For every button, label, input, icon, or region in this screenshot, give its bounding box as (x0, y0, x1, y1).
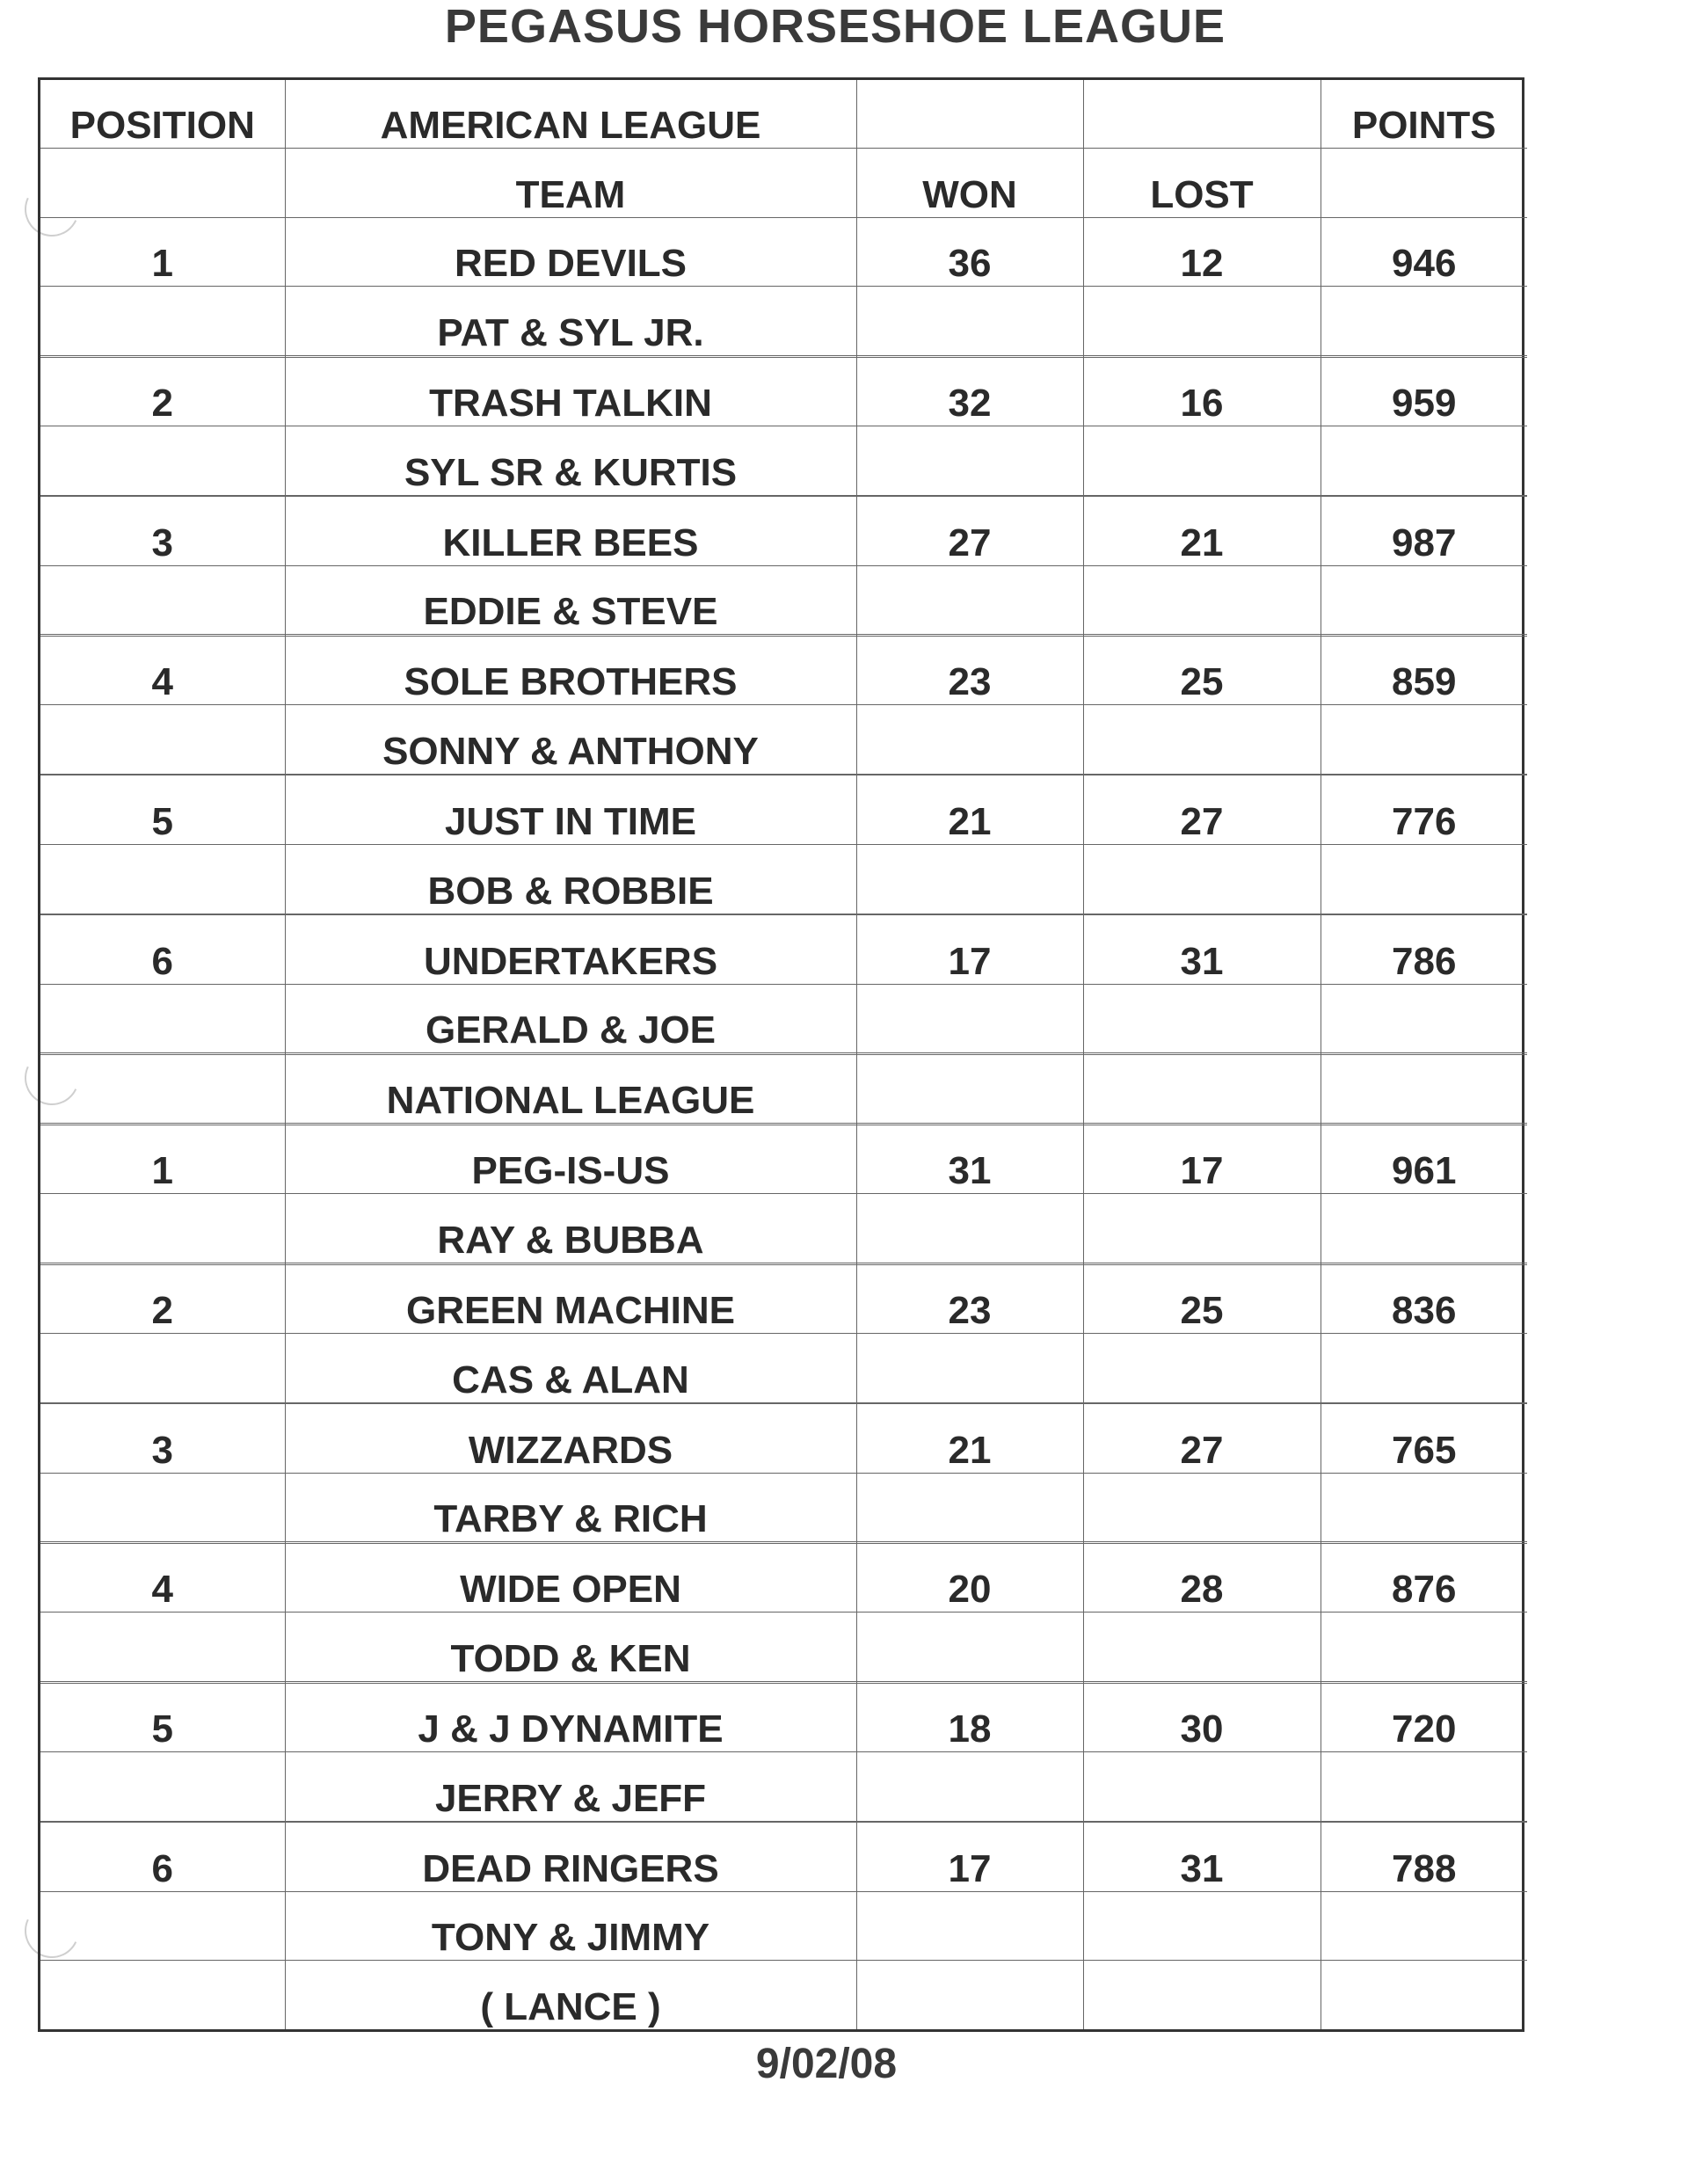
empty-cell (1083, 1891, 1321, 1961)
won-cell: 20 (856, 1543, 1083, 1613)
team-row (40, 1264, 1527, 1334)
empty-cell (1083, 80, 1321, 149)
empty-cell (856, 1334, 1083, 1403)
team-row (40, 217, 1527, 287)
empty-cell (1083, 426, 1321, 496)
players-cell: TODD & KEN (285, 1613, 856, 1682)
points-cell: 961 (1321, 1125, 1527, 1194)
players-row (40, 426, 1527, 496)
empty-cell (1083, 1194, 1321, 1263)
players-row (40, 984, 1527, 1053)
players-cell: SONNY & ANTHONY (285, 705, 856, 775)
won-cell: 36 (856, 217, 1083, 287)
won-header: WON (856, 149, 1083, 218)
empty-cell (1321, 1752, 1527, 1822)
players-row (40, 1473, 1527, 1542)
won-cell: 21 (856, 775, 1083, 845)
players-row (40, 1194, 1527, 1263)
points-cell: 876 (1321, 1543, 1527, 1613)
won-cell: 21 (856, 1404, 1083, 1474)
team-row (40, 497, 1527, 566)
empty-cell (856, 1613, 1083, 1682)
empty-cell (1083, 1334, 1321, 1403)
empty-cell (856, 287, 1083, 356)
team-name-cell: GREEN MACHINE (285, 1264, 856, 1334)
lost-header: LOST (1083, 149, 1321, 218)
empty-cell (856, 1473, 1083, 1542)
extra-player-cell: ( LANCE ) (285, 1961, 856, 2029)
position-cell: 1 (40, 217, 285, 287)
players-row (40, 1752, 1527, 1822)
empty-cell (1321, 1961, 1527, 2029)
empty-cell (856, 80, 1083, 149)
empty-cell (856, 565, 1083, 635)
players-cell: RAY & BUBBA (285, 1194, 856, 1263)
empty-cell (40, 149, 285, 218)
empty-cell (40, 984, 285, 1053)
empty-cell (40, 845, 285, 914)
players-cell: TONY & JIMMY (285, 1891, 856, 1961)
lost-cell: 25 (1083, 636, 1321, 705)
points-cell: 959 (1321, 357, 1527, 426)
lost-cell: 30 (1083, 1683, 1321, 1752)
won-cell: 23 (856, 636, 1083, 705)
empty-cell (40, 705, 285, 775)
points-cell: 788 (1321, 1823, 1527, 1892)
empty-cell (40, 1961, 285, 2029)
points-cell: 776 (1321, 775, 1527, 845)
lost-cell: 17 (1083, 1125, 1321, 1194)
lost-cell: 31 (1083, 915, 1321, 985)
lost-cell: 16 (1083, 357, 1321, 426)
empty-cell (1083, 1473, 1321, 1542)
position-cell: 5 (40, 775, 285, 845)
empty-cell (856, 1961, 1083, 2029)
league-label-row (40, 1054, 1527, 1124)
team-row (40, 775, 1527, 845)
players-row (40, 287, 1527, 356)
empty-cell (1083, 705, 1321, 775)
team-name-cell: KILLER BEES (285, 497, 856, 566)
standings-sheet (38, 77, 1524, 2032)
position-cell: 2 (40, 1264, 285, 1334)
national-league-label: NATIONAL LEAGUE (285, 1054, 856, 1124)
won-cell: 31 (856, 1125, 1083, 1194)
empty-cell (1321, 705, 1527, 775)
header-row-1 (40, 80, 1527, 149)
empty-cell (1321, 845, 1527, 914)
position-cell: 4 (40, 636, 285, 705)
empty-cell (1321, 1473, 1527, 1542)
won-cell: 27 (856, 497, 1083, 566)
position-cell: 1 (40, 1125, 285, 1194)
team-row (40, 357, 1527, 426)
lost-cell: 25 (1083, 1264, 1321, 1334)
position-cell: 4 (40, 1543, 285, 1613)
empty-cell (40, 1752, 285, 1822)
won-cell: 17 (856, 1823, 1083, 1892)
empty-cell (1321, 149, 1527, 218)
team-row (40, 636, 1527, 705)
empty-cell (40, 1054, 285, 1124)
empty-cell (40, 1613, 285, 1682)
empty-cell (1321, 287, 1527, 356)
team-name-cell: RED DEVILS (285, 217, 856, 287)
empty-cell (1321, 1194, 1527, 1263)
empty-cell (1083, 565, 1321, 635)
standings-body (40, 80, 1527, 2029)
players-cell: PAT & SYL JR. (285, 287, 856, 356)
empty-cell (1321, 565, 1527, 635)
team-row (40, 1823, 1527, 1892)
team-name-cell: WIDE OPEN (285, 1543, 856, 1613)
standings-table (40, 80, 1527, 2029)
won-cell: 23 (856, 1264, 1083, 1334)
empty-cell (856, 845, 1083, 914)
points-header: POINTS (1321, 80, 1527, 149)
players-row (40, 1334, 1527, 1403)
players-cell: GERALD & JOE (285, 984, 856, 1053)
empty-cell (1321, 984, 1527, 1053)
lost-cell: 31 (1083, 1823, 1321, 1892)
lost-cell: 12 (1083, 217, 1321, 287)
points-cell: 720 (1321, 1683, 1527, 1752)
team-name-cell: TRASH TALKIN (285, 357, 856, 426)
empty-cell (40, 1891, 285, 1961)
empty-cell (40, 1473, 285, 1542)
players-row (40, 705, 1527, 775)
empty-cell (40, 1194, 285, 1263)
points-cell: 987 (1321, 497, 1527, 566)
players-row (40, 1891, 1527, 1961)
empty-cell (40, 565, 285, 635)
position-cell: 2 (40, 357, 285, 426)
team-row (40, 1543, 1527, 1613)
points-cell: 786 (1321, 915, 1527, 985)
empty-cell (1083, 287, 1321, 356)
position-cell: 3 (40, 1404, 285, 1474)
won-cell: 32 (856, 357, 1083, 426)
players-cell: TARBY & RICH (285, 1473, 856, 1542)
players-row (40, 845, 1527, 914)
points-cell: 765 (1321, 1404, 1527, 1474)
empty-cell (40, 287, 285, 356)
empty-cell (1083, 984, 1321, 1053)
won-cell: 18 (856, 1683, 1083, 1752)
team-header: TEAM (285, 149, 856, 218)
points-cell: 946 (1321, 217, 1527, 287)
position-cell: 5 (40, 1683, 285, 1752)
points-cell: 836 (1321, 1264, 1527, 1334)
empty-cell (40, 1334, 285, 1403)
empty-cell (1321, 1054, 1527, 1124)
empty-cell (856, 426, 1083, 496)
team-name-cell: UNDERTAKERS (285, 915, 856, 985)
empty-cell (856, 984, 1083, 1053)
team-name-cell: DEAD RINGERS (285, 1823, 856, 1892)
players-cell: EDDIE & STEVE (285, 565, 856, 635)
players-cell: BOB & ROBBIE (285, 845, 856, 914)
empty-cell (1083, 1054, 1321, 1124)
empty-cell (856, 1194, 1083, 1263)
team-name-cell: J & J DYNAMITE (285, 1683, 856, 1752)
position-cell: 3 (40, 497, 285, 566)
lost-cell: 27 (1083, 775, 1321, 845)
empty-cell (1321, 1891, 1527, 1961)
players-row (40, 565, 1527, 635)
team-row (40, 915, 1527, 985)
lost-cell: 21 (1083, 497, 1321, 566)
position-cell: 6 (40, 1823, 285, 1892)
team-name-cell: SOLE BROTHERS (285, 636, 856, 705)
empty-cell (1083, 1613, 1321, 1682)
won-cell: 17 (856, 915, 1083, 985)
empty-cell (1321, 426, 1527, 496)
players-cell: CAS & ALAN (285, 1334, 856, 1403)
empty-cell (856, 1752, 1083, 1822)
team-row (40, 1683, 1527, 1752)
position-cell: 6 (40, 915, 285, 985)
american-league-header: AMERICAN LEAGUE (285, 80, 856, 149)
report-date: 9/02/08 (755, 2041, 898, 2087)
team-name-cell: WIZZARDS (285, 1404, 856, 1474)
points-cell: 859 (1321, 636, 1527, 705)
team-name-cell: JUST IN TIME (285, 775, 856, 845)
lost-cell: 28 (1083, 1543, 1321, 1613)
page-title: PEGASUS HORSESHOE LEAGUE (444, 0, 1226, 53)
empty-cell (1321, 1613, 1527, 1682)
lost-cell: 27 (1083, 1404, 1321, 1474)
position-header: POSITION (40, 80, 285, 149)
empty-cell (1083, 1752, 1321, 1822)
empty-cell (1321, 1334, 1527, 1403)
empty-cell (856, 705, 1083, 775)
team-name-cell: PEG-IS-US (285, 1125, 856, 1194)
extra-player-row (40, 1961, 1527, 2029)
empty-cell (40, 426, 285, 496)
header-row-2 (40, 149, 1527, 218)
team-row (40, 1404, 1527, 1474)
team-row (40, 1125, 1527, 1194)
empty-cell (1083, 1961, 1321, 2029)
empty-cell (1083, 845, 1321, 914)
players-row (40, 1613, 1527, 1682)
empty-cell (856, 1054, 1083, 1124)
players-cell: JERRY & JEFF (285, 1752, 856, 1822)
empty-cell (856, 1891, 1083, 1961)
players-cell: SYL SR & KURTIS (285, 426, 856, 496)
